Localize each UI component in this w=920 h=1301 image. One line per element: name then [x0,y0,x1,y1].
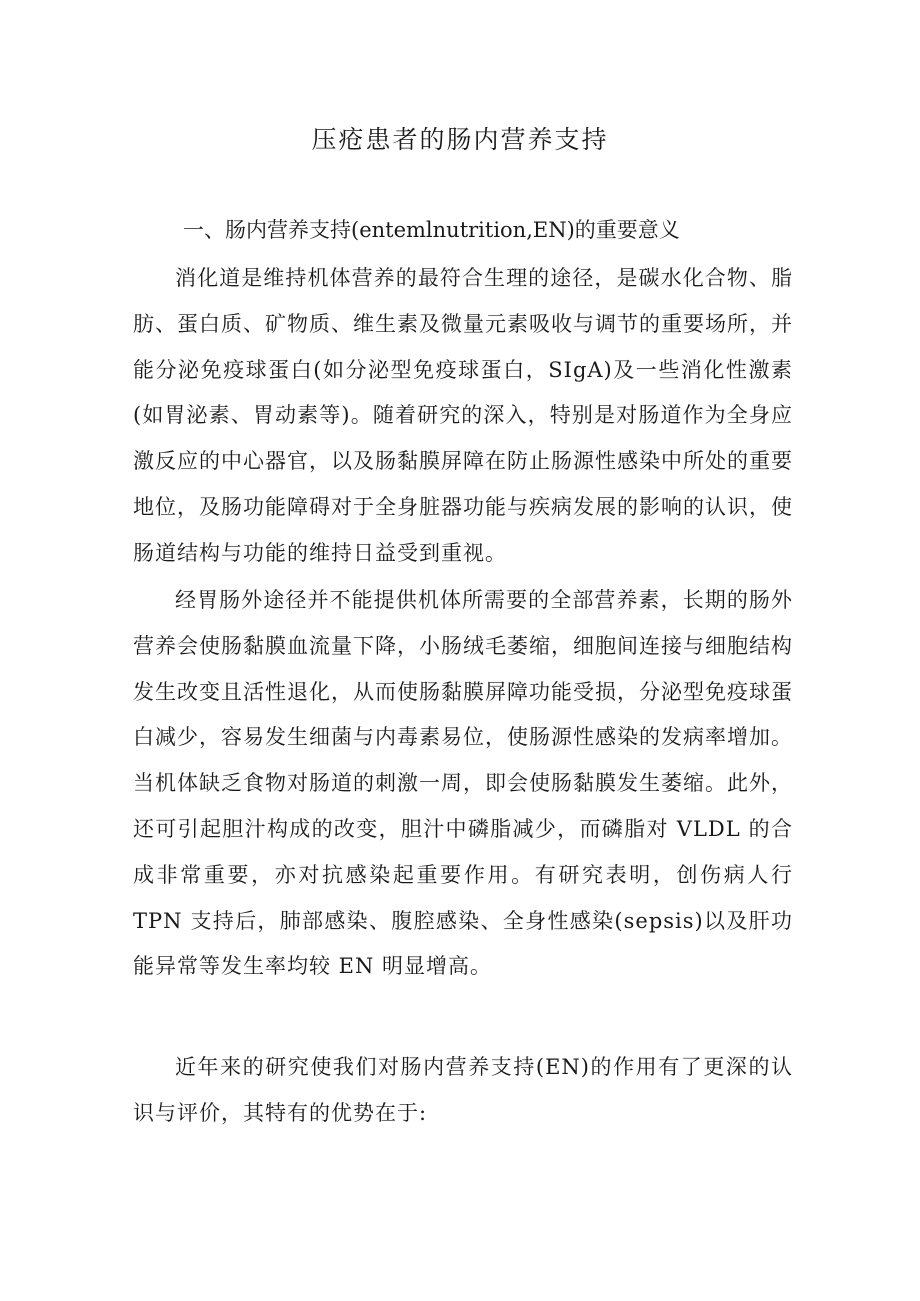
paragraph-2: 经胃肠外途径并不能提供机体所需要的全部营养素，长期的肠外营养会使肠黏膜血流量下降，小肠绒毛萎缩，细胞间连接与细胞结构发生改变且活性退化，从而使肠黏膜屏障功能受损，分泌型免疫球蛋白减少，容易发生细菌与内毒素易位，使肠源性感染的发病率增加。当机体缺乏食物对肠道的刺激一周，即会使肠黏膜发生萎缩。此外，还可引起胆汁构成的改变，胆汁中磷脂减少，而磷脂对 VLDL 的合成非常重要，亦对抗感染起重要作用。有研究表明，创伤病人行 TPN 支持后，肺部感染、腹腔感染、全身性感染(sepsis)以及肝功能异常等发生率均较 EN 明显增高。 [133,588,793,979]
document-title: 压疮患者的肠内营养支持 [311,125,609,154]
paragraph-1: 消化道是维持机体营养的最符合生理的途径，是碳水化合物、脂肪、蛋白质、矿物质、维生素及微量元素吸收与调节的重要场所，并能分泌免疫球蛋白(如分泌型免疫球蛋白，SIgA)及一些消化性激素(如胃泌素、胃动素等)。随着研究的深入，特别是对肠道作为全身应激反应的中心器官，以及肠黏膜屏障在防止肠源性感染中所处的重要地位，及肠功能障碍对于全身脏器功能与疾病发展的影响的认识，使肠道结构与功能的维持日益受到重视。 [133,266,793,565]
paragraph-3: 近年来的研究使我们对肠内营养支持(EN)的作用有了更深的认识与评价，其特有的优势在于: [133,1055,793,1125]
section-heading: 一、肠内营养支持(entemlnutrition,EN)的重要意义 [183,218,680,242]
